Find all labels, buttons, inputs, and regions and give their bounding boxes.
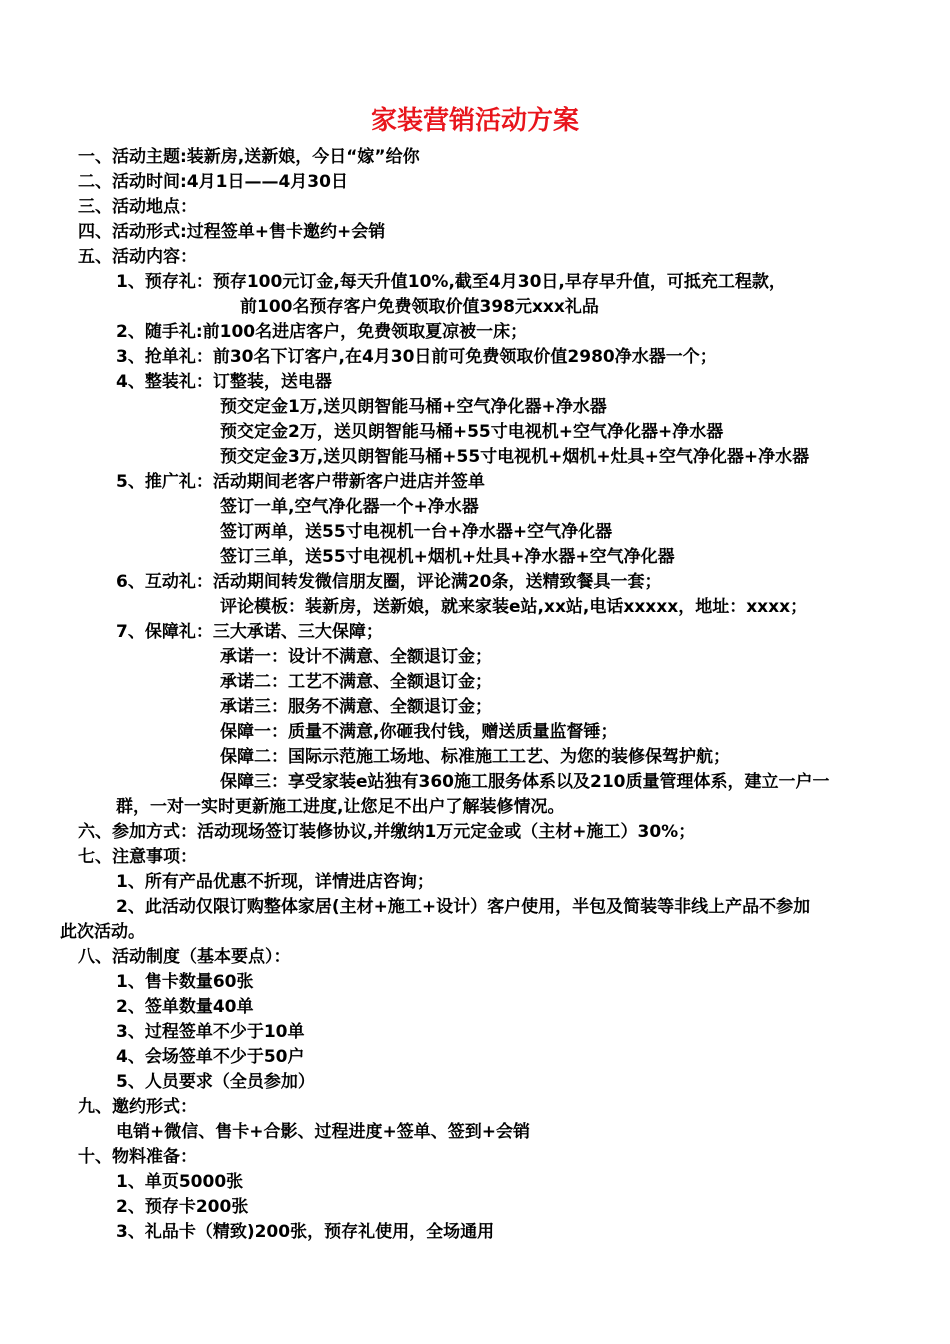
section-6-participation: 六、参加方式：活动现场签订装修协议,并缴纳1万元定金或（主材+施工）30%； xyxy=(78,822,696,842)
content-item-prestore: 1、预存礼：预存100元订金,每天升值10%,截至4月30日,早存早升值，可抵充工程款， xyxy=(116,272,786,292)
section-4-format: 四、活动形式:过程签单+售卡邀约+会销 xyxy=(78,222,386,242)
content-item-interaction: 6、互动礼：活动期间转发微信朋友圈，评论满20条，送精致餐具一套； xyxy=(116,572,662,592)
section-7-notes: 七、注意事项： xyxy=(78,847,197,867)
material-item-2: 2、预存卡200张 xyxy=(116,1197,249,1217)
section-9-invitation: 九、邀约形式： xyxy=(78,1097,197,1117)
guarantee-2: 保障二：国际示范施工场地、标准施工工艺、为您的装修保驾护航； xyxy=(220,747,730,767)
guarantee-3-cont: 群，一对一实时更新施工进度,让您足不出户了解装修情况。 xyxy=(116,797,565,817)
content-item-guarantee: 7、保障礼：三大承诺、三大保障； xyxy=(116,622,383,642)
section-5-content: 五、活动内容： xyxy=(78,247,197,267)
system-item-5: 5、人员要求（全员参加） xyxy=(116,1072,315,1092)
promise-2: 承诺二：工艺不满意、全额退订金； xyxy=(220,672,492,692)
document-title: 家装营销活动方案 xyxy=(370,106,579,136)
material-item-3: 3、礼品卡（精致)200张，预存礼使用，全场通用 xyxy=(116,1222,495,1242)
full-package-tier-2: 预交定金2万，送贝朗智能马桶+55寸电视机+空气净化器+净水器 xyxy=(220,422,724,442)
promotion-tier-2: 签订两单，送55寸电视机一台+净水器+空气净化器 xyxy=(220,522,613,542)
material-item-1: 1、单页5000张 xyxy=(116,1172,244,1192)
guarantee-1: 保障一：质量不满意,你砸我付钱，赠送质量监督锤； xyxy=(220,722,618,742)
guarantee-3: 保障三：享受家装e站独有360施工服务体系以及210质量管理体系，建立一户一 xyxy=(220,772,830,792)
section-2-time: 二、活动时间:4月1日——4月30日 xyxy=(78,172,348,192)
system-item-4: 4、会场签单不少于50户 xyxy=(116,1047,305,1067)
promise-3: 承诺三：服务不满意、全额退订金； xyxy=(220,697,492,717)
note-1: 1、所有产品优惠不折现，详情进店咨询； xyxy=(116,872,434,892)
system-item-3: 3、过程签单不少于10单 xyxy=(116,1022,305,1042)
note-2-cont: 此次活动。 xyxy=(60,922,145,942)
invitation-methods: 电销+微信、售卡+合影、过程进度+签单、签到+会销 xyxy=(116,1122,530,1142)
promise-1: 承诺一：设计不满意、全额退订金； xyxy=(220,647,492,667)
section-8-system: 八、活动制度（基本要点）： xyxy=(78,947,291,967)
system-item-2: 2、签单数量40单 xyxy=(116,997,254,1017)
content-item-grab-gift: 3、抢单礼：前30名下订客户,在4月30日前可免费领取价值2980净水器一个； xyxy=(116,347,717,367)
content-item-prestore-cont: 前100名预存客户免费领取价值398元xxx礼品 xyxy=(240,297,599,317)
content-item-hand-gift: 2、随手礼:前100名进店客户，免费领取夏凉被一床； xyxy=(116,322,528,342)
full-package-tier-3: 预交定金3万,送贝朗智能马桶+55寸电视机+烟机+灶具+空气净化器+净水器 xyxy=(220,447,810,467)
section-3-location: 三、活动地点： xyxy=(78,197,197,217)
full-package-tier-1: 预交定金1万,送贝朗智能马桶+空气净化器+净水器 xyxy=(220,397,607,417)
promotion-tier-1: 签订一单,空气净化器一个+净水器 xyxy=(220,497,479,517)
content-item-promotion: 5、推广礼：活动期间老客户带新客户进店并签单 xyxy=(116,472,485,492)
section-10-materials: 十、物料准备： xyxy=(78,1147,197,1167)
interaction-template: 评论模板：装新房，送新娘，就来家装e站,xx站,电话xxxxx，地址：xxxx； xyxy=(220,597,808,617)
note-2: 2、此活动仅限订购整体家居(主材+施工+设计）客户使用，半包及简装等非线上产品不参加 xyxy=(116,897,811,917)
section-1-theme: 一、活动主题:装新房,送新娘，今日“嫁”给你 xyxy=(78,147,420,167)
promotion-tier-3: 签订三单，送55寸电视机+烟机+灶具+净水器+空气净化器 xyxy=(220,547,675,567)
content-item-full-package: 4、整装礼：订整装，送电器 xyxy=(116,372,332,392)
system-item-1: 1、售卡数量60张 xyxy=(116,972,254,992)
